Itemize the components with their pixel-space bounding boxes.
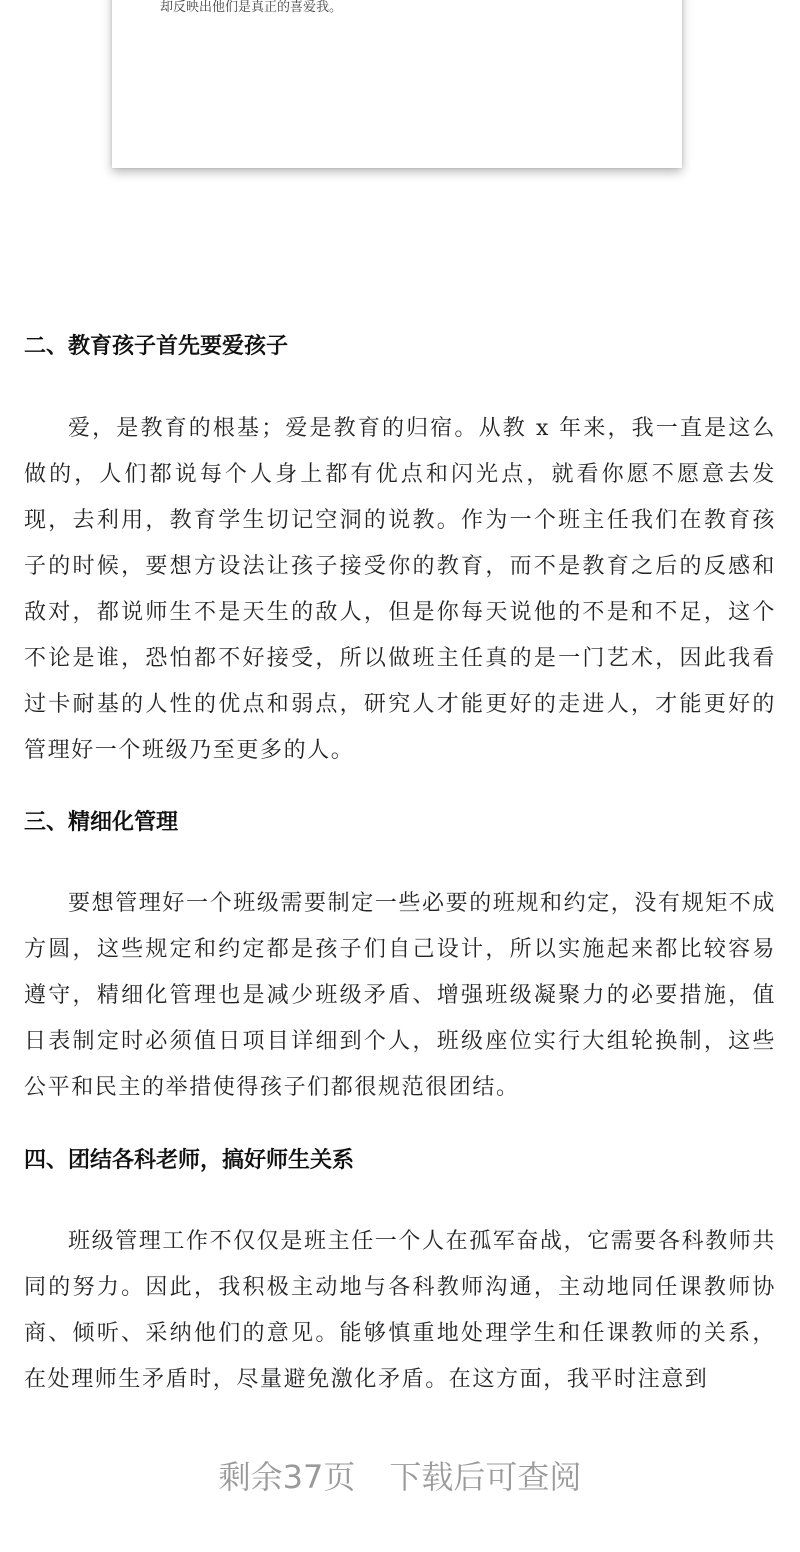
previous-page-text: 却反映出他们是真正的喜爱我。 — [160, 0, 343, 15]
section-paragraph-love: 爱，是教育的根基；爱是教育的归宿。从教 x 年来，我一直是这么做的，人们都说每个人身上都有优点和闪光点，就看你愿不愿意去发现，去利用，教育学生切记空洞的说教。作为一个班主任我们在教育孩子的时候，要想方设法让孩子接受你的教育，而不是教育之后的反感和敌对，都说师生不是天生的敌人，但是你每天说他的不是和不足，这个不论是谁，恐怕都不好接受，所以做班主任真的是一门艺术，因此我看过卡耐基的人性的优点和弱点，研究人才能更好的走进人，才能更好的管理好一个班级乃至更多的人。 — [24, 416, 776, 763]
download-hint-label[interactable]: 下载后可查阅 — [389, 1458, 582, 1496]
download-banner[interactable] — [0, 1440, 800, 1510]
section-paragraph-management: 要想管理好一个班级需要制定一些必要的班规和约定，没有规矩不成方圆，这些规定和约定都是孩子们自己设计，所以实施起来都比较容易遵守，精细化管理也是减少班级矛盾、增强班级凝聚力的必要措施，值日表制定时必须值日项目详细到个人，班级座位实行大组轮换制，这些公平和民主的举措使得孩子们都很规范很团结。 — [24, 891, 777, 1100]
section-paragraph-teachers: 班级管理工作不仅仅是班主任一个人在孤军奋战，它需要各科教师共同的努力。因此，我积极主动地与各科教师沟通，主动地同任课教师协商、倾听、采纳他们的意见。能够慎重地处理学生和任课教师的关系，在处理师生矛盾时，尽量避免激化矛盾。在这方面，我平时注意到 — [24, 1229, 777, 1392]
section-heading-teachers: 四、团结各科老师，搞好师生关系 — [24, 1148, 355, 1173]
section-heading-management: 三、精细化管理 — [24, 810, 179, 835]
previous-page-card — [112, 0, 682, 168]
section-heading-love: 二、教育孩子首先要爱孩子 — [24, 334, 289, 359]
remaining-pages-label: 剩余37页 — [218, 1458, 356, 1496]
